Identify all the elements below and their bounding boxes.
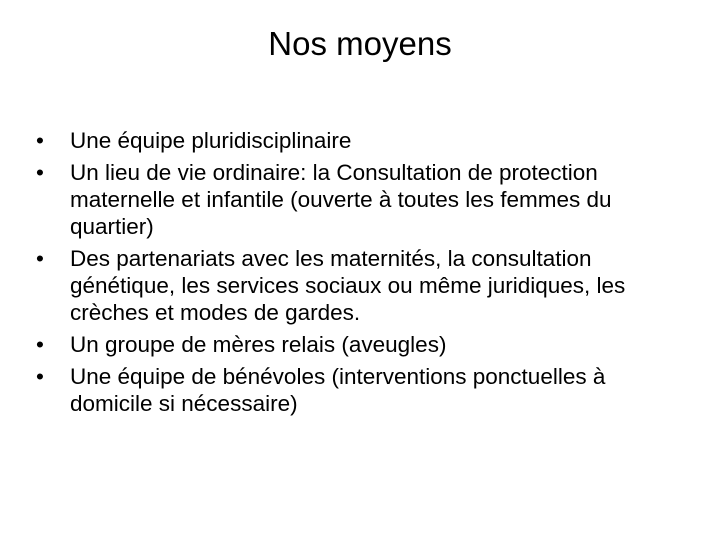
bullet-text: Un lieu de vie ordinaire: la Consultation de protection maternelle et infantile (ouverte à toutes les femmes du quartier)	[70, 160, 612, 239]
bullet-item	[36, 127, 686, 154]
bullet-icon: •	[36, 364, 44, 389]
bullet-item	[36, 159, 686, 240]
bullet-text: Des partenariats avec les maternités, la consultation génétique, les services sociaux ou même juridiques, les crèches et modes de gardes.	[70, 246, 626, 325]
bullet-item	[36, 331, 686, 358]
bullet-item	[36, 245, 686, 326]
bullet-list	[36, 127, 686, 422]
bullet-icon: •	[36, 128, 44, 153]
bullet-text: Un groupe de mères relais (aveugles)	[70, 332, 447, 357]
bullet-icon: •	[36, 246, 44, 271]
bullet-icon: •	[36, 332, 44, 357]
bullet-item	[36, 363, 686, 417]
bullet-icon: •	[36, 160, 44, 185]
bullet-text: Une équipe de bénévoles (interventions ponctuelles à domicile si nécessaire)	[70, 364, 606, 416]
bullet-text: Une équipe pluridisciplinaire	[70, 128, 352, 153]
slide-title: Nos moyens	[268, 25, 452, 62]
